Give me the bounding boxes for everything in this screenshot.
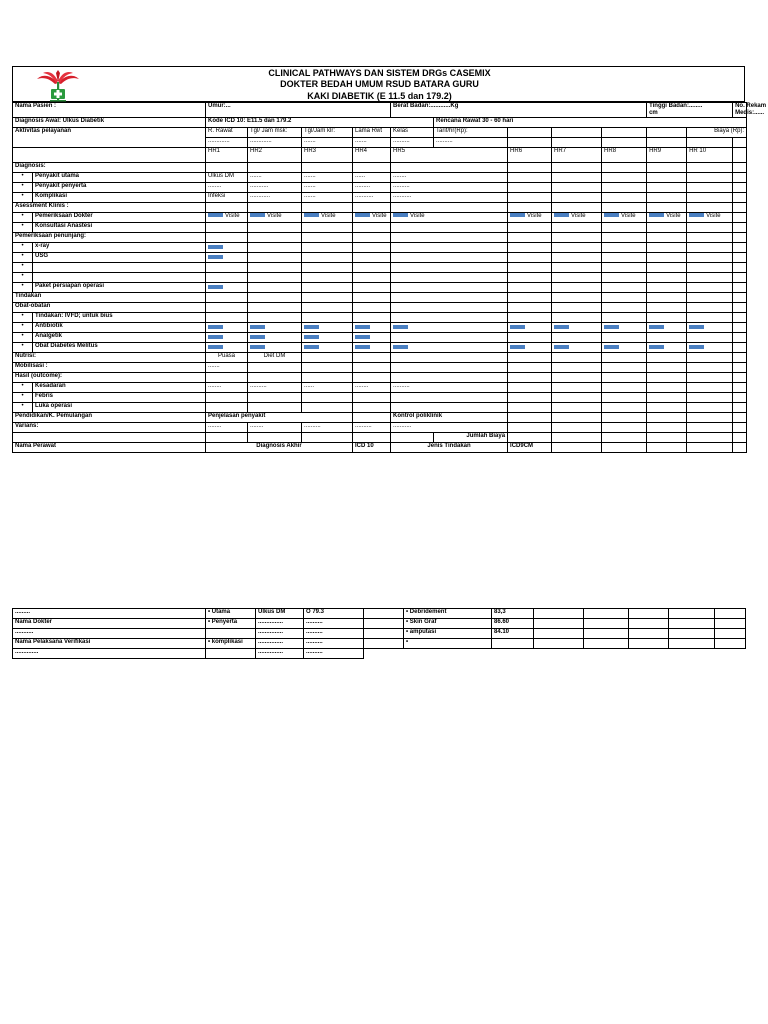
marker-cell[interactable] (353, 343, 391, 353)
section-label: Mobilisasi : (13, 363, 206, 373)
section-action (13, 293, 747, 303)
pathway-table (12, 102, 767, 453)
bullet: • (13, 323, 33, 333)
visit-cell[interactable] (248, 213, 302, 223)
row-label: Penyakit utama (33, 173, 206, 183)
visit-label: Visite (225, 213, 240, 219)
cell-value: ........ (206, 183, 248, 193)
row-label: Obat Diabetes Melitus (33, 343, 206, 353)
icd9-label: ICD9CM (508, 443, 552, 453)
marker-icon (250, 335, 265, 339)
meds-row (13, 313, 747, 323)
nurse-name-label: Nama Perawat (13, 443, 206, 453)
marker-cell[interactable] (508, 343, 552, 353)
cell-value[interactable]: ........ (206, 423, 248, 433)
cost-label: Biaya (Rp): (687, 128, 747, 138)
marker-cell[interactable] (248, 343, 302, 353)
nutrition-row (13, 353, 747, 363)
cell-value: ........ (353, 383, 391, 393)
form-title-line-3: KAKI DIABETIK (E 11.5 dan 179.2) (307, 91, 452, 101)
marker-icon (250, 345, 265, 349)
summary-action-code (492, 649, 534, 659)
section-support (13, 233, 747, 243)
bullet: • (13, 223, 33, 233)
nutrition-diet: Diet DM (248, 353, 302, 363)
cell-value: ....... (302, 193, 353, 203)
icd-code: Kode ICD 10: E11.5 dan 179.2 (206, 118, 434, 128)
day-hr2: HR2 (248, 148, 302, 163)
visit-cell[interactable] (602, 213, 647, 223)
cell-value: ....... (302, 183, 353, 193)
support-row (13, 263, 747, 273)
summary-code: .......... (304, 639, 364, 649)
summary-diagnosis: ............... (256, 649, 304, 659)
visit-cell[interactable] (552, 213, 602, 223)
visit-marker-icon (649, 213, 664, 217)
marker-icon (649, 325, 664, 329)
visit-label: Visite (621, 213, 636, 219)
row-label: Konsultasi Anastesi (33, 223, 206, 233)
marker-icon (554, 325, 569, 329)
marker-icon (604, 325, 619, 329)
date-out-label: Tgl/Jam klr: (302, 128, 353, 138)
marker-icon (250, 325, 265, 329)
cell-value: Infeksi (206, 193, 248, 203)
variance-row (13, 423, 747, 433)
day-hr9: HR9 (647, 148, 687, 163)
visit-label: Visite (372, 213, 387, 219)
marker-icon (355, 345, 370, 349)
visit-marker-icon (604, 213, 619, 217)
service-activity-label: Aktivitas pelayanan (13, 128, 206, 148)
marker-icon (510, 325, 525, 329)
marker-icon (355, 325, 370, 329)
bullet: • (13, 183, 33, 193)
section-assessment (13, 203, 747, 213)
marker-cell[interactable] (602, 323, 647, 333)
support-row (13, 253, 747, 263)
cell-value: ....... (302, 173, 353, 183)
marker-cell[interactable] (552, 343, 602, 353)
support-row (13, 273, 747, 283)
day-hr6: HR6 (508, 148, 552, 163)
marker-cell[interactable] (302, 323, 353, 333)
section-meds (13, 303, 747, 313)
cell-value: .......... (248, 383, 302, 393)
day-hr1: HR1 (206, 148, 248, 163)
visit-marker-icon (208, 213, 223, 217)
education-explanation: Penjelasan penyakit (206, 413, 353, 423)
row-label: Analgetik (33, 333, 206, 343)
summary-type: • Utama (206, 609, 256, 619)
marker-cell[interactable] (206, 253, 248, 263)
outcome-row (13, 393, 747, 403)
section-label: Obat-obatan (13, 303, 206, 313)
bullet: • (13, 193, 33, 203)
section-label: Diagnosis: (13, 163, 206, 173)
marker-cell[interactable] (206, 283, 248, 293)
cell-value: ........ (391, 173, 508, 183)
marker-icon (510, 345, 525, 349)
marker-icon (689, 325, 704, 329)
initial-diagnosis: Diagnosis Awal: Ulkus Diabetik (13, 118, 206, 128)
form-title-line-2: DOKTER BEDAH UMUM RSUD BATARA GURU (280, 79, 479, 89)
section-label: Hasil (outcome): (13, 373, 206, 383)
day-hr7: HR7 (552, 148, 602, 163)
visit-cell[interactable] (302, 213, 353, 223)
room-label: R. Rawat (206, 128, 248, 138)
marker-cell[interactable] (302, 333, 353, 343)
visit-label: Visite (571, 213, 586, 219)
bullet: • (13, 343, 33, 353)
class-value[interactable]: .......... (391, 138, 434, 148)
row-label: Febris (33, 393, 206, 403)
summary-label: ........... (13, 629, 206, 639)
bullet: • (13, 213, 33, 223)
visit-marker-icon (355, 213, 370, 217)
summary-row (13, 619, 746, 629)
marker-cell[interactable] (602, 343, 647, 353)
marker-icon (355, 335, 370, 339)
diagnosis-row (13, 183, 747, 193)
cell-value: Ulkus DM (206, 173, 248, 183)
marker-icon (604, 345, 619, 349)
cell-value[interactable]: .......... (302, 423, 353, 433)
bullet: • (13, 243, 33, 253)
marker-cell[interactable] (248, 333, 302, 343)
marker-icon (304, 325, 319, 329)
patient-age-field[interactable]: Umur:... (206, 103, 391, 118)
visit-marker-icon (689, 213, 704, 217)
marker-icon (208, 285, 223, 289)
diagnosis-info-row (13, 118, 747, 128)
outcome-row (13, 403, 747, 413)
summary-label: Nama Dokter (13, 619, 206, 629)
summary-diagnosis: Ulkus DM (256, 609, 304, 619)
row-label: Kesadaran (33, 383, 206, 393)
day-hr10: HR 10 (687, 148, 733, 163)
bullet: • (13, 263, 33, 273)
visit-marker-icon (554, 213, 569, 217)
assessment-row-doctor (13, 213, 747, 223)
summary-type: • Penyerta (206, 619, 256, 629)
row-label: USG (33, 253, 206, 263)
summary-row (13, 649, 746, 659)
meds-row (13, 333, 747, 343)
summary-action (404, 649, 492, 659)
assessment-row-anesthesia (13, 223, 747, 233)
cell-value: ........ (206, 383, 248, 393)
marker-icon (208, 345, 223, 349)
summary-label: ......... (13, 609, 206, 619)
row-label: Pemeriksaan Dokter (33, 213, 206, 223)
education-row (13, 413, 747, 423)
marker-cell[interactable] (206, 323, 248, 333)
visit-cell[interactable] (353, 213, 391, 223)
cell-value: ...... (353, 173, 391, 183)
marker-cell[interactable] (353, 323, 391, 333)
section-outcome (13, 373, 747, 383)
summary-row (13, 629, 746, 639)
summary-action-code: 83,3 (492, 609, 534, 619)
summary-row (13, 639, 746, 649)
bullet: • (13, 393, 33, 403)
class-label: Kelas (391, 128, 434, 138)
cell-value: ........... (353, 193, 391, 203)
visit-label: Visite (410, 213, 425, 219)
nutrition-fasting: Puasa (206, 353, 248, 363)
summary-type (206, 649, 256, 659)
row-label: Luka operasi (33, 403, 206, 413)
row-label (33, 273, 206, 283)
visit-marker-icon (304, 213, 319, 217)
summary-diagnosis: ............... (256, 629, 304, 639)
summary-diagnosis: ............... (256, 619, 304, 629)
marker-icon (304, 335, 319, 339)
day-hr3: HR3 (302, 148, 353, 163)
summary-code: .......... (304, 649, 364, 659)
footer-row (13, 443, 747, 453)
summary-label: Nama Pelaksana Verifikasi (13, 639, 206, 649)
row-label: x-ray (33, 243, 206, 253)
marker-cell[interactable] (302, 343, 353, 353)
marker-cell[interactable] (687, 343, 733, 353)
mobilization-row (13, 363, 747, 373)
patient-row (13, 103, 747, 118)
record-label: No. Rekam (735, 103, 767, 109)
length-stay-label: Lama Rwt (353, 128, 391, 138)
height-unit: cm (649, 110, 658, 116)
date-in-label: Tgl/ Jam msk: (248, 128, 302, 138)
visit-label: Visite (321, 213, 336, 219)
summary-type (206, 629, 256, 639)
support-row (13, 283, 747, 293)
cell-value[interactable]: ........ (248, 423, 302, 433)
day-hr4: HR4 (353, 148, 391, 163)
section-label: Nutrisi: (13, 353, 206, 363)
summary-code: .......... (304, 619, 364, 629)
record-label-2: Medis:...... (735, 110, 765, 116)
patient-weight-field[interactable]: Berat Badan:............Kg (391, 103, 647, 118)
visit-marker-icon (393, 213, 408, 217)
cell-value: ....... (248, 173, 302, 183)
cell-value: ...... (302, 383, 353, 393)
education-control: Kontrol poliklinik (391, 413, 508, 423)
summary-action-code: 86.60 (492, 619, 534, 629)
diagnosis-row (13, 193, 747, 203)
visit-label: Visite (666, 213, 681, 219)
visit-marker-icon (510, 213, 525, 217)
patient-height-field[interactable] (647, 103, 733, 118)
bullet: • (13, 383, 33, 393)
meds-row (13, 323, 747, 333)
marker-cell[interactable] (391, 343, 508, 353)
day-hr8: HR8 (602, 148, 647, 163)
date-in-value[interactable]: ............. (248, 138, 302, 148)
day-header-row (13, 148, 747, 163)
marker-cell[interactable] (647, 343, 687, 353)
visit-label: Visite (527, 213, 542, 219)
marker-icon (393, 345, 408, 349)
height-label: Tinggi Badan:........ (649, 103, 703, 109)
total-cost-label: Jumlah Biaya (434, 433, 508, 443)
row-label (33, 263, 206, 273)
marker-icon (208, 325, 223, 329)
bullet: • (13, 333, 33, 343)
row-label: Antibiotik (33, 323, 206, 333)
cell-value: .......... (391, 183, 508, 193)
outcome-row (13, 383, 747, 393)
visit-cell[interactable] (206, 213, 248, 223)
visit-cell[interactable] (687, 213, 733, 223)
marker-icon (304, 345, 319, 349)
marker-cell[interactable] (391, 323, 508, 333)
service-header-row (13, 128, 747, 138)
section-label: Pemeriksaan penunjang: (13, 233, 206, 243)
patient-name-field[interactable]: Nama Pasien : (13, 103, 206, 118)
row-label: Penyakit penyerta (33, 183, 206, 193)
tariff-label: Tarif/hr(Rp): (434, 128, 508, 138)
day-hr5: HR5 (391, 148, 508, 163)
summary-code: .......... (304, 629, 364, 639)
summary-action: • Skin Graf (404, 619, 492, 629)
summary-code: O 79.3 (304, 609, 364, 619)
diagnosis-row (13, 173, 747, 183)
cell-value[interactable]: .......... (353, 423, 391, 433)
cell-value: ............ (248, 193, 302, 203)
summary-action-code (492, 639, 534, 649)
tariff-value[interactable]: .......... (434, 138, 508, 148)
icd10-label: ICD 10 (353, 443, 391, 453)
visit-cell[interactable] (647, 213, 687, 223)
bullet: • (13, 403, 33, 413)
cell-value: ......... (353, 183, 391, 193)
room-value[interactable]: ............. (206, 138, 248, 148)
summary-diagnosis: ............... (256, 639, 304, 649)
section-label: Tindakan (13, 293, 206, 303)
row-label: Komplikasi (33, 193, 206, 203)
action-type-label: Jenis Tindakan (391, 443, 508, 453)
cell-value: ........... (248, 183, 302, 193)
marker-cell[interactable] (647, 323, 687, 333)
bullet: • (13, 173, 33, 183)
visit-marker-icon (250, 213, 265, 217)
bullet: • (13, 273, 33, 283)
marker-icon (208, 255, 223, 259)
summary-action: • (404, 639, 492, 649)
bullet: • (13, 283, 33, 293)
length-stay-value[interactable]: ....... (353, 138, 391, 148)
section-label: Varians: (13, 423, 206, 433)
visit-cell[interactable] (391, 213, 508, 223)
section-diagnosis (13, 163, 747, 173)
summary-action-code: 84.10 (492, 629, 534, 639)
total-cost-row (13, 433, 747, 443)
mobilization-value[interactable]: ....... (206, 363, 248, 373)
meds-row (13, 343, 747, 353)
marker-icon (393, 325, 408, 329)
marker-cell[interactable] (206, 333, 248, 343)
section-label: Pendidikan/K. Pemulangan (13, 413, 206, 423)
row-label: Paket persiapan operasi (33, 283, 206, 293)
date-out-value[interactable]: ....... (302, 138, 353, 148)
visit-label: Visite (706, 213, 721, 219)
marker-icon (554, 345, 569, 349)
care-plan: Rencana Rawat 30 - 60 hari (434, 118, 747, 128)
marker-cell[interactable] (248, 323, 302, 333)
row-label: Tindakan: IVFD; untuk bius (33, 313, 206, 323)
medical-record-field[interactable] (733, 103, 767, 118)
cell-value: ........... (391, 193, 508, 203)
cell-value[interactable]: ........... (391, 423, 508, 433)
visit-cell[interactable] (508, 213, 552, 223)
form-title-line-1: CLINICAL PATHWAYS DAN SISTEM DRGs CASEMIX (268, 68, 491, 78)
cell-value: .......... (391, 383, 508, 393)
summary-action: • amputasi (404, 629, 492, 639)
summary-type: • komplikasi (206, 639, 256, 649)
marker-cell[interactable] (353, 333, 391, 343)
summary-table (12, 608, 746, 659)
marker-icon (689, 345, 704, 349)
marker-cell[interactable] (508, 323, 552, 333)
marker-icon (649, 345, 664, 349)
marker-icon (208, 335, 223, 339)
support-row (13, 243, 747, 253)
marker-icon (208, 245, 223, 249)
section-label: Asessment Klinis : (13, 203, 206, 213)
summary-row (13, 609, 746, 619)
marker-cell[interactable] (687, 323, 733, 333)
summary-label: .............. (13, 649, 206, 659)
marker-cell[interactable] (552, 323, 602, 333)
bullet: • (13, 253, 33, 263)
final-diagnosis-label: Diagnosis Akhir (206, 443, 353, 453)
form-header (12, 66, 745, 102)
marker-cell[interactable] (206, 243, 248, 253)
bullet: • (13, 313, 33, 323)
visit-label: Visite (267, 213, 282, 219)
marker-cell[interactable] (206, 343, 248, 353)
summary-action: • Debridement (404, 609, 492, 619)
